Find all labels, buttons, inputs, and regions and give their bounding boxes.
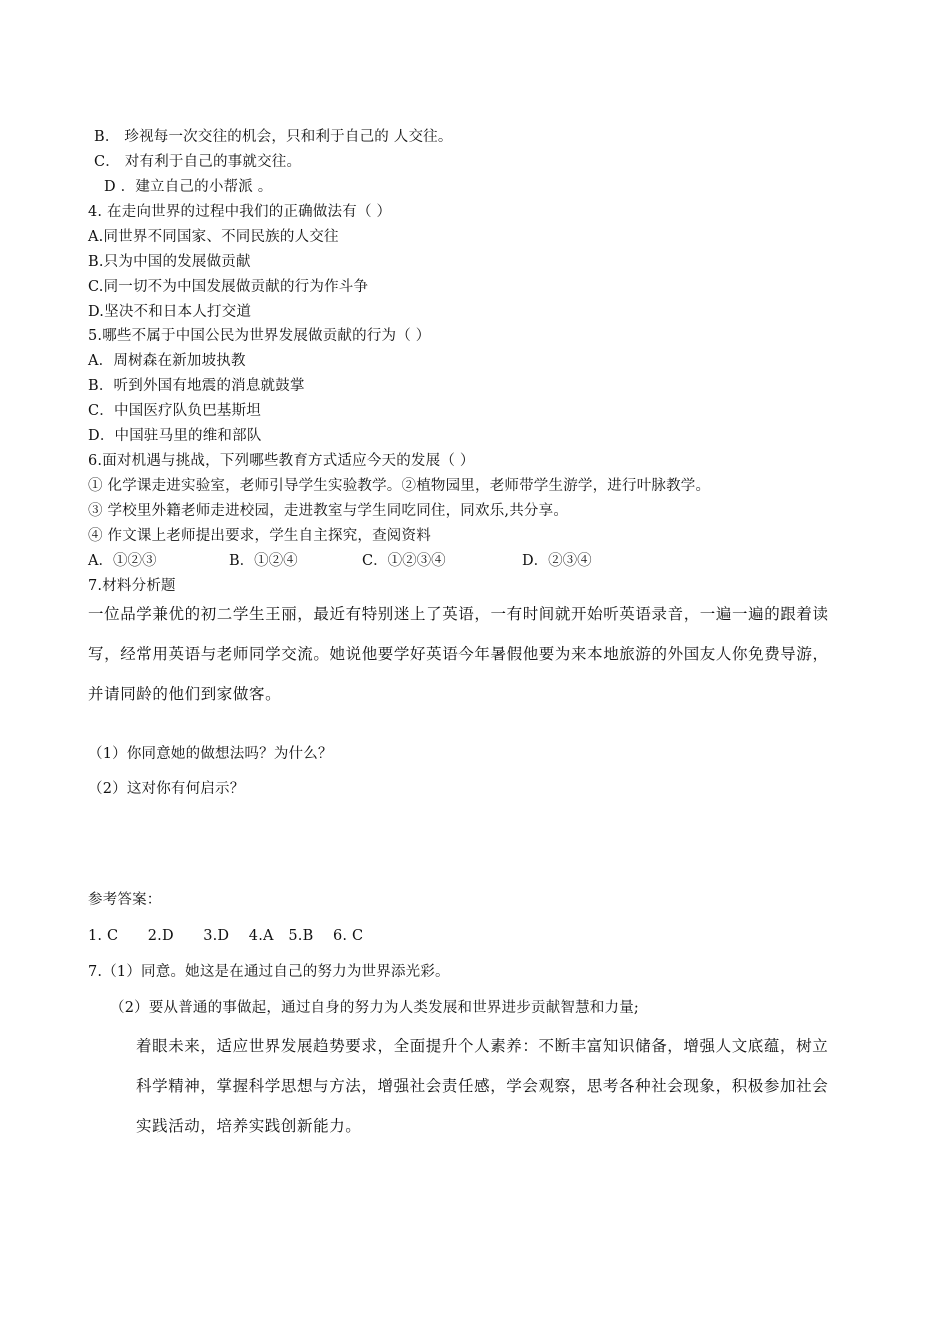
q4-option-a: A.同世界不同国家、不同民族的人交往	[88, 229, 339, 245]
q3-option-d: D ．建立自己的小帮派 。	[104, 179, 273, 195]
answer-7-part-1: 7.（1）同意。她这是在通过自己的努力为世界添光彩。	[88, 964, 450, 980]
q6-option-b: B．①②④	[229, 553, 298, 569]
q7-material-line-1: 一位品学兼优的初二学生王丽，最近有特别迷上了英语，一有时间就开始听英语录音，一遍一遍的跟着读	[88, 605, 829, 623]
q6-item-2: ③ 学校里外籍老师走进校园，走进教室与学生同吃同住，同欢乐,共分享。	[88, 503, 569, 519]
q4-option-c: C.同一切不为中国发展做贡献的行为作斗争	[88, 279, 369, 295]
q4-option-d: D.坚决不和日本人打交道	[88, 304, 252, 320]
q6-item-3: ④ 作文课上老师提出要求，学生自主探究，查阅资料	[88, 528, 431, 544]
q6-option-a: A．①②③	[88, 553, 157, 569]
answer-7-part-2: （2）要从普通的事做起，通过自身的努力为人类发展和世界进步贡献智慧和力量;	[110, 1000, 640, 1016]
q7-material-line-2: 写，经常用英语与老师同学交流。她说他要学好英语今年暑假他要为来本地旅游的外国友人你免费导游，	[88, 645, 829, 663]
q6-item-1: ① 化学课走进实验室，老师引导学生实验教学。②植物园里，老师带学生游学，进行叶脉教学。	[88, 478, 711, 494]
q6-option-c: C．①②③④	[362, 553, 446, 569]
q5-question: 5.哪些不属于中国公民为世界发展做贡献的行为（ ）	[88, 328, 431, 344]
q5-option-c: C．中国医疗队负巴基斯坦	[88, 403, 261, 419]
q3-option-b: B． 珍视每一次交往的机会，只和利于自己的 人交往。	[94, 129, 453, 145]
q4-option-b: B.只为中国的发展做贡献	[88, 254, 251, 270]
answers-choice-line: 1. C 2.D 3.D 4.A 5.B 6. C	[88, 928, 364, 944]
q6-question: 6.面对机遇与挑战，下列哪些教育方式适应今天的发展（ ）	[88, 453, 475, 469]
q7-subquestion-1: （1）你同意她的做想法吗？为什么？	[88, 746, 333, 762]
q5-option-a: A．周树森在新加坡执教	[88, 353, 246, 369]
answer-7-part-3-line-2: 科学精神，掌握科学思想与方法，增强社会责任感，学会观察，思考各种社会现象，积极参加社会	[136, 1077, 829, 1095]
answers-heading: 参考答案：	[88, 892, 162, 908]
q7-material-line-3: 并请同龄的他们到家做客。	[88, 685, 282, 703]
answer-7-part-3-line-3: 实践活动，培养实践创新能力。	[136, 1117, 362, 1135]
q5-option-d: D．中国驻马里的维和部队	[88, 428, 262, 444]
q6-option-d: D．②③④	[522, 553, 592, 569]
q7-title: 7.材料分析题	[88, 578, 176, 594]
q7-subquestion-2: （2）这对你有何启示？	[88, 781, 245, 797]
q3-option-c: C． 对有利于自己的事就交往。	[94, 154, 302, 170]
q4-question: 4. 在走向世界的过程中我们的正确做法有（ ）	[88, 204, 392, 220]
answer-7-part-3-line-1: 着眼未来，适应世界发展趋势要求，全面提升个人素养：不断丰富知识储备，增强人文底蕴，树立	[136, 1037, 829, 1055]
q5-option-b: B．听到外国有地震的消息就鼓掌	[88, 378, 305, 394]
